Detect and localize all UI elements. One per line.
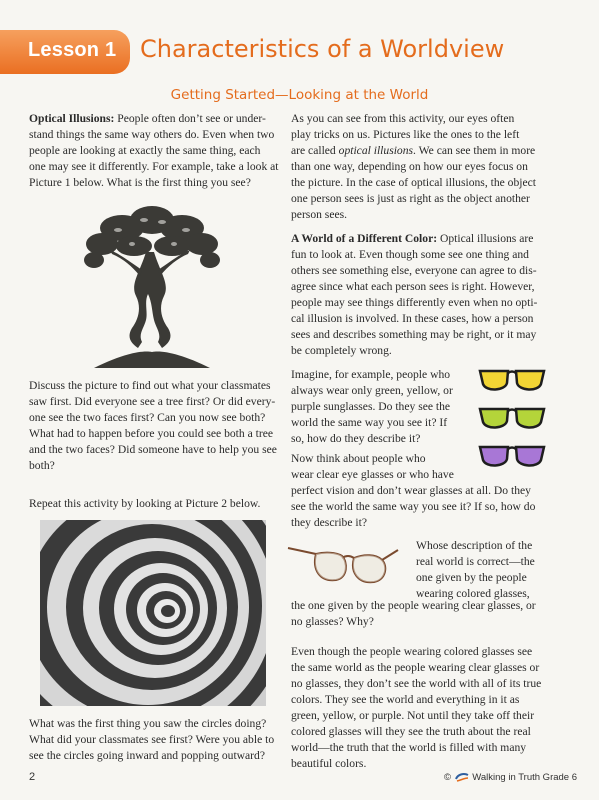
yellow-sunglasses-icon (478, 367, 546, 395)
lesson-label: Lesson 1 (28, 39, 117, 61)
page-number: 2 (29, 771, 36, 783)
right-paragraph-5a: Whose description of the real world is correct—the one given by the people wearing colored glasses, (416, 539, 535, 600)
book-title: Walking in Truth Grade 6 (472, 772, 578, 783)
clear-eyeglasses-icon (286, 540, 402, 590)
section-subtitle: Getting Started—Looking at the World (170, 87, 429, 103)
right-paragraph-2: A World of a Different Color: Optical illusions are fun to look at. Even though some see one thing and others see something else, everyone can agree to dis- agree since what each person sees is right. However, people may see things differently even when no opti- cal illusion is involved. In these cases, how a person sees and describes something may be right, or it may be completely wrong. (291, 232, 538, 357)
right-paragraph-3: Imagine, for example, people who always wear only green, yellow, or purple sunglasses. Do they see the world the same way you see it? If so, how do they describe it? (291, 368, 453, 445)
copyright-symbol: © (444, 772, 451, 783)
right-paragraph-5b: the one given by the people wearing clear glasses, or no glasses? Why? (291, 599, 536, 628)
right-paragraph-4b: perfect vision and don’t wear glasses at all. Do they see the world the same way you see it? If so, how do they describe it? (291, 484, 536, 529)
optical-illusions-lead: Optical Illusions: (29, 112, 115, 125)
footer-book-title (444, 772, 577, 783)
lesson-header (0, 28, 599, 78)
right-paragraph-1: As you can see from this activity, our eyes often play tricks on us. Pictures like the ones to the left are called optical illusions. We can see them in more than one way, depending on how our eyes focus on the picture. In the case of optical illusions, the object one person sees is just as right as the object another person sees. (291, 112, 537, 221)
right-paragraph-4a: Now think about people who wear clear eye glasses or who have (291, 452, 454, 481)
publisher-logo-icon (454, 772, 470, 782)
page-title: Characteristics of a Worldview (140, 35, 505, 63)
left-paragraph-2: Discuss the picture to find out what your classmates saw first. Did everyone see a tree first? Or did every- one see the two faces first? Can you now see both? What had to happen before you could see both a tree and the two faces? Did someone have to help you see both? (29, 379, 277, 472)
tree-faces-illusion-icon (82, 192, 222, 372)
different-color-lead: A World of a Different Color: (291, 232, 438, 245)
spiral-rings-illusion-icon (40, 520, 266, 706)
left-paragraph-1: Optical Illusions: People often don’t see or under- stand things the same way others do. Even when two people are looking at exactly the same thing, each one may see it differently. For example, take a look at Picture 1 below. What is the first thing you see? (29, 112, 279, 189)
left-paragraph-3: Repeat this activity by looking at Picture 2 below. (29, 497, 261, 510)
left-paragraph-4: What was the first thing you saw the circles doing? What did your classmates see first? Were you able to see the circles going inward and popping outward? (29, 717, 275, 762)
right-paragraph-6: Even though the people wearing colored glasses see the same world as the people wearing clear glasses or no glasses, they don’t see the world with all of its true colors. They see the world and everything in it as green, yellow, or purple. Not until they take off their colored glasses will they see the truth about the real world—the truth that the world is filled with many beautiful colors. (291, 645, 542, 770)
green-sunglasses-icon (478, 405, 546, 433)
lesson-badge (0, 30, 130, 74)
purple-sunglasses-icon (478, 443, 546, 471)
